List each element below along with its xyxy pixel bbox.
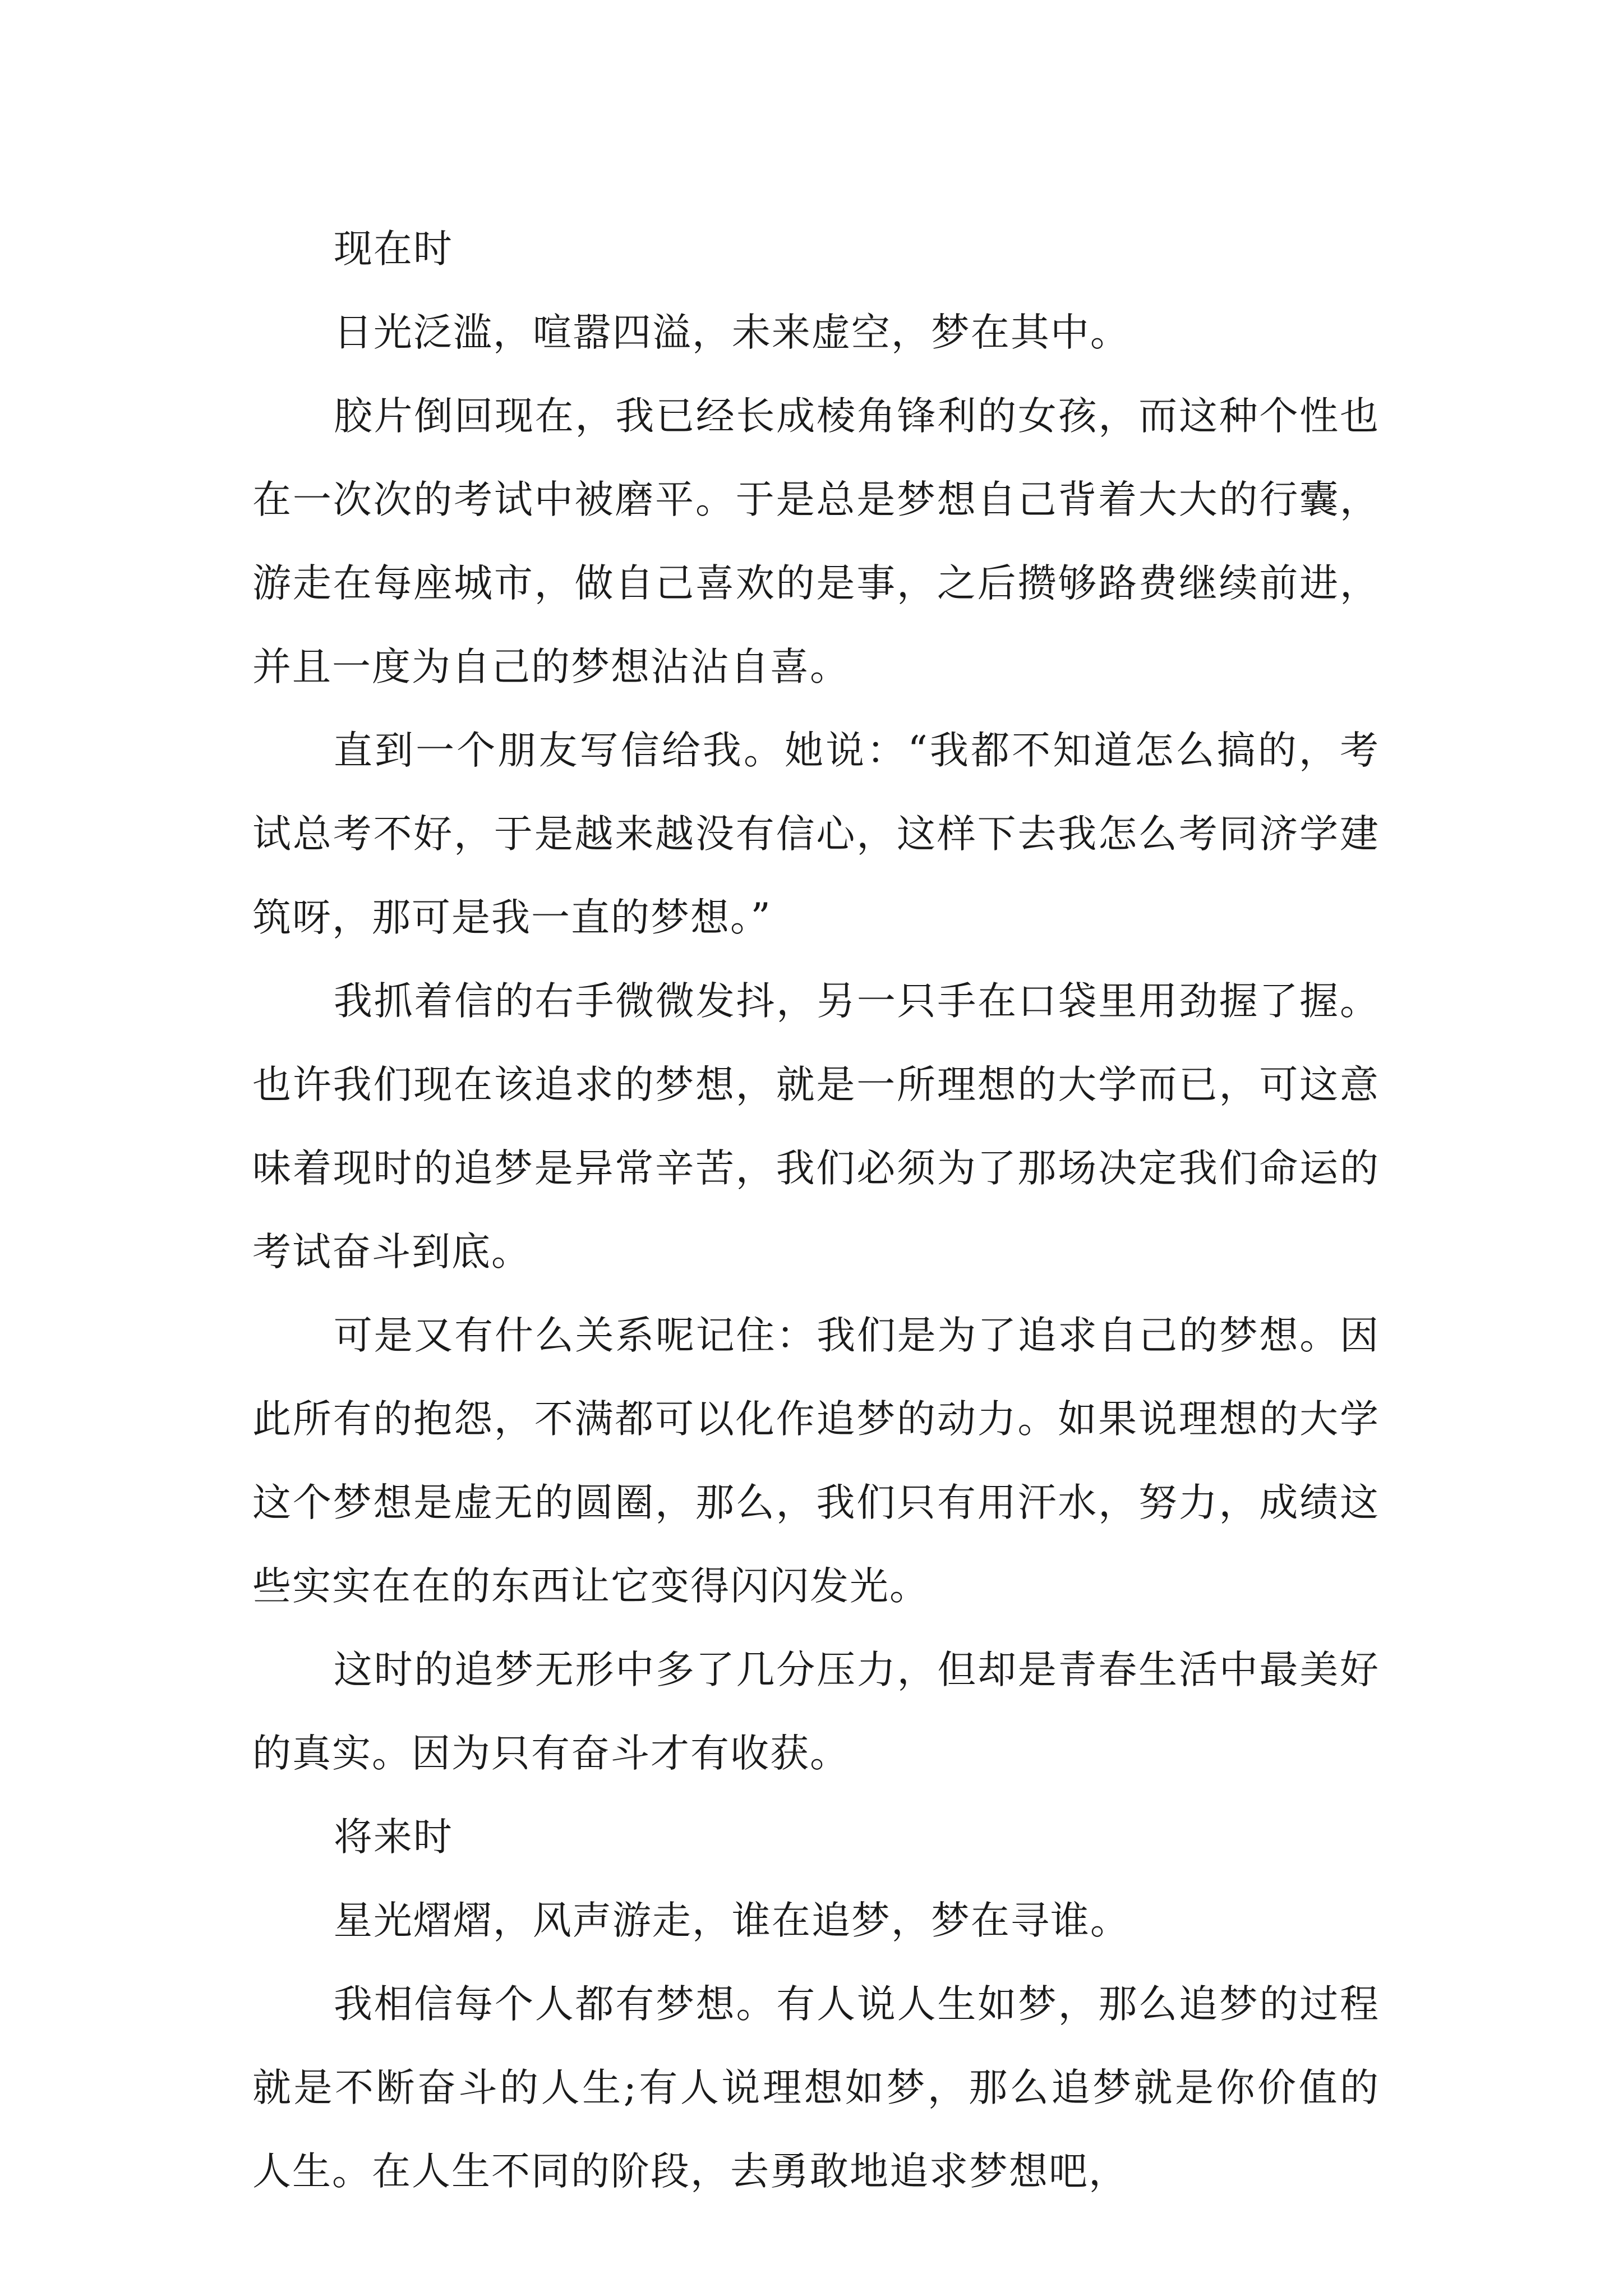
paragraph: 我相信每个人都有梦想。有人说人生如梦，那么追梦的过程就是不断奋斗的人生;有人说理想如梦，那么追梦就是你价值的人生。在人生不同的阶段，去勇敢地追求梦想吧，: [252, 1982, 1380, 2194]
section-heading-present: 现在时: [333, 227, 453, 272]
paragraph: 我抓着信的右手微微发抖，另一只手在口袋里用劲握了握。也许我们现在该追求的梦想，就是一所理想的大学而已，可这意味着现时的追梦是异常辛苦，我们必须为了那场决定我们命运的考试奋斗到底。: [252, 979, 1380, 1274]
paragraph: 胶片倒回现在，我已经长成棱角锋利的女孩，而这种个性也在一次次的考试中被磨平。于是总是梦想自己背着大大的行囊，游走在每座城市，做自己喜欢的是事，之后攒够路费继续前进，并且一度为自己的梦想沾沾自喜。: [252, 394, 1380, 689]
section-heading-future: 将来时: [333, 1815, 453, 1860]
paragraph: 这时的追梦无形中多了几分压力，但却是青春生活中最美好的真实。因为只有奋斗才有收获。: [252, 1648, 1380, 1776]
paragraph: 星光熠熠，风声游走，谁在追梦，梦在寻谁。: [333, 1898, 1130, 1943]
document-body: [252, 208, 1380, 2214]
paragraph: 日光泛滥，喧嚣四溢，未来虚空，梦在其中。: [333, 310, 1130, 355]
paragraph: 直到一个朋友写信给我。她说：“我都不知道怎么搞的，考试总考不好，于是越来越没有信心，这样下去我怎么考同济学建筑呀，那可是我一直的梦想。”: [252, 728, 1380, 940]
paragraph: 可是又有什么关系呢记住：我们是为了追求自己的梦想。因此所有的抱怨，不满都可以化作追梦的动力。如果说理想的大学这个梦想是虚无的圆圈，那么，我们只有用汗水，努力，成绩这些实实在在的东西让它变得闪闪发光。: [252, 1313, 1380, 1609]
